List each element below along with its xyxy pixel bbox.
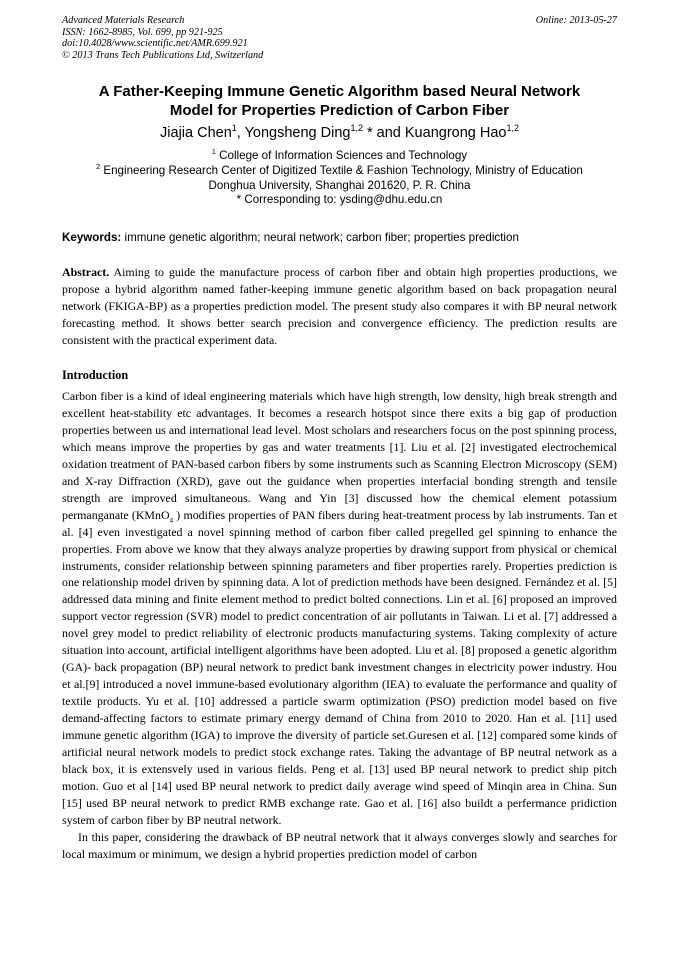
author-affiliation-mark: 1,2 [506,123,519,134]
affiliation-text: Engineering Research Center of Digitized Textile & Fashion Technology, Ministry of Education [100,163,583,177]
keywords-label: Keywords: [62,231,122,244]
journal-doi: doi:10.4028/www.scientific.net/AMR.699.921 [62,38,248,49]
author-affiliation-mark: 1,2 [350,123,363,134]
author-separator: * and [362,125,405,141]
paper-title-line: Model for Properties Prediction of Carbon Fiber [169,102,510,119]
affiliation-line: Donghua University, Shanghai 201620, P. R. China [208,178,471,192]
abstract-text: Aiming to guide the manufacture process of carbon fiber and obtain high properties productions, we propose a hybrid algorithm named father-keeping immune genetic algorithm based on back propagation neural network (FKIGA-BP) as a properties prediction model. The present study also compares it with BP neural network forecasting method. It shows better search precision and convergence efficiency. The prediction results are consistent with the practical experiment data. [62,265,617,347]
subscript: 4 [169,516,174,525]
keywords-text: immune genetic algorithm; neural network; carbon fiber; properties prediction [121,231,519,244]
abstract [62,264,617,349]
affiliation-number: 2 [96,161,101,171]
journal-issn: ISSN: 1662-8985, Vol. 699, pp 921-925 [62,26,223,38]
abstract-label: Abstract. [62,265,110,279]
paragraph-text: Carbon fiber is a kind of ideal engineering materials which have high strength, low density, high break strength and excellent heat-stability etc advantages. It becomes a research hotspot since there exits a big gap of production properties between us and international lead level. Most scholars and researchers focus on the post spinning process, which means improve the properties by gas and water treatments [1]. Liu et al. [2] investigated electrochemical oxidation treatment of PAN-based carbon fibers by some instruments such as Scanning Electron Microscopy (SEM) and X-ray Diffraction (XRD), gave out the guidance when properties interfacial bonding strength and tensile strength are improved simultaneous. Wang and Yin [3] discussed how the chemical element potassium permanganate (KMnO [62,389,617,522]
corresponding-author: * Corresponding to: ysding@dhu.edu.cn [236,193,443,207]
affiliation-text: College of Information Sciences and Technology [215,149,468,162]
introduction-body [62,388,617,863]
paragraph [62,388,617,829]
author-affiliation-mark: 1 [231,123,237,134]
paragraph: In this paper, considering the drawback of BP neutral network that it always converges slowly and searches for local maximum or minimum, we design a hybrid properties prediction model of carbon [62,829,617,861]
journal-name: Advanced Materials Research [62,15,185,26]
author-name: Kuangrong Hao [404,125,507,141]
online-date: Online: 2013-05-27 [535,15,617,26]
paper-title [62,82,617,120]
author-separator: , [236,125,245,141]
author-name: Yongsheng Ding [244,125,351,141]
journal-copyright: © 2013 Trans Tech Publications Ltd, Switzerland [62,49,264,61]
author-list [62,124,617,142]
affiliation-line [62,161,617,179]
keywords [62,230,617,245]
affiliation-line [62,149,617,164]
paper-title-line: A Father-Keeping Immune Genetic Algorithm based Neural Network [98,83,581,100]
author-name: Jiajia Chen [160,125,232,141]
section-heading: Introduction [62,368,129,382]
journal-header [62,15,617,61]
affiliations [62,149,617,208]
paragraph-text: ) modifies properties of PAN fibers during heat-treatment process by lab instruments. Tan et al. [4] even investigated a novel spinning method of carbon fiber called pregelled gel spinning to enhance the properties. From above we know that they always analyze properties by drawing support from physical or chemical instruments, consider relationship between spinning parameters and fiber properties rarely. Properties prediction is one relationship model driven by spinning data. A lot of prediction methods have been designed. Fernández et al. [5] addressed data mining and finite element method to predict bolted connections. Lin et al. [6] proposed an improved support vector regression (SVR) model to predict concentration of air pollutants in Taiwan. Li et al. [7] addressed a novel grey model to predict reliability of electronic products manufacturing systems. Taking complexity of acture situation into account, artificial intelligent algorithms have been adopted. Liu et al. [8] proposed a genetic algorithm (GA)- back propagation (BP) neural network to predict bank investment changes in electricity power industry. Hou et al.[9] introduced a novel immune-based evolutionary algorithm (IEA) to evaluate the performance and quality of textile products. Yu et al. [10] addressed a particle swarm optimization (PSO) prediction model based on five demand-affecting factors to estimate primary energy demand of China from 2010 to 2020. Han et al. [11] used immune genetic algorithm (IGA) to improve the diversity of particle set.Guresen et al. [12] compared some kinds of artificial neural network models to predict stock exchange rates. Taking the advantage of BP neutral network as a black box, it is extensvely used in various fields. Peng et al. [13] used BP neural network to predict ship pitch motion. Guo et al [14] used BP neural network to predict daily average wind speed of Minqin area in China. Sun [15] used BP neural network to predict RMB exchange rate. Gao et al. [16] also buildt a perfermance pridiction system of carbon fiber by BP neutral network. [62,507,618,827]
affiliation-number: 1 [211,147,216,157]
